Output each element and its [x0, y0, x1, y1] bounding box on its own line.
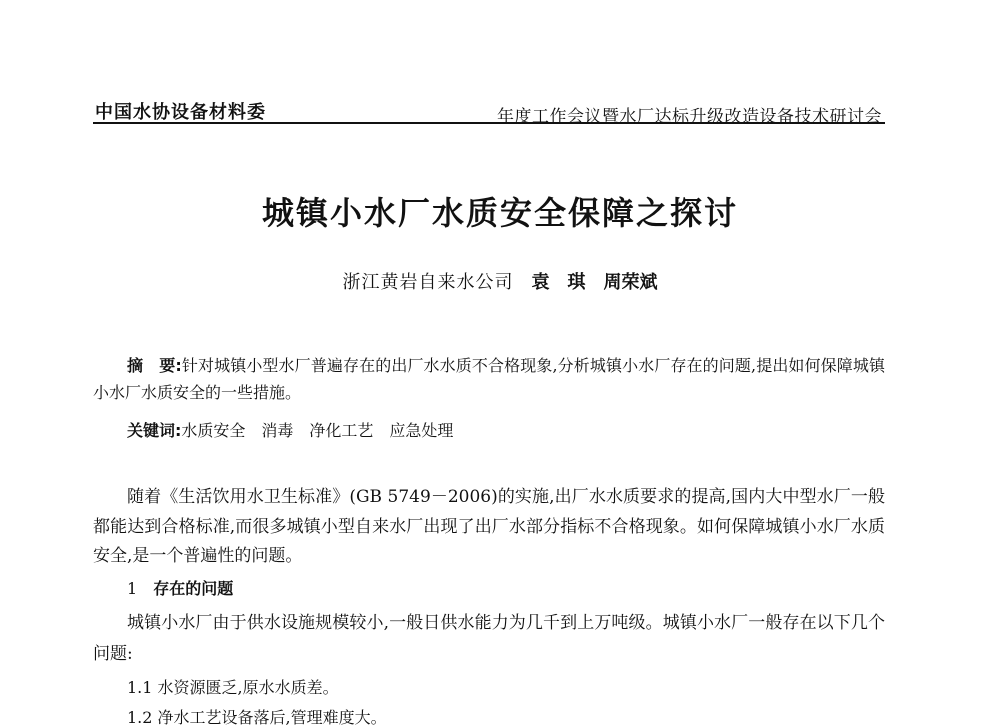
body-paragraph-problems: 城镇小水厂由于供水设施规模较小,一般日供水能力为几千到上万吨级。城镇小水厂一般存在以下几个问题: — [93, 613, 885, 664]
keywords — [127, 418, 453, 441]
list-item: 1.1 水资源匮乏,原水水质差。 — [127, 678, 339, 697]
abstract — [93, 352, 885, 406]
running-header-right: 年度工作会议暨水厂达标升级改造设备技术研讨会 — [497, 107, 882, 127]
paper-title: 城镇小水厂水质安全保障之探讨 — [261, 194, 738, 232]
section-title: 存在的问题 — [153, 579, 234, 598]
keywords-label: 关键词: — [127, 421, 182, 440]
section-number: 1 — [127, 579, 138, 598]
abstract-text: 针对城镇小型水厂普遍存在的出厂水水质不合格现象,分析城镇小水厂存在的问题,提出如何保障城镇小水厂水质安全的一些措施。 — [93, 356, 885, 402]
header-rule — [93, 122, 885, 124]
body-paragraph-intro: 随着《生活饮用水卫生标准》(GB 5749－2006)的实施,出厂水水质要求的提高,国内大中型水厂一般都能达到合格标准,而很多城镇小型自来水厂出现了出厂水部分指标不合格现象。如何保障城镇小水厂水质安全,是一个普遍性的问题。 — [93, 487, 885, 566]
list-item: 1.2 净水工艺设备落后,管理难度大。 — [127, 708, 387, 727]
keywords-text: 水质安全 消毒 净化工艺 应急处理 — [181, 421, 454, 440]
byline — [0, 268, 1000, 294]
author-organization: 浙江黄岩自来水公司 — [342, 272, 514, 293]
abstract-label: 摘 要: — [127, 356, 182, 375]
section-heading — [127, 576, 233, 599]
author-names: 袁 琪 周荣斌 — [531, 272, 658, 293]
running-header-left: 中国水协设备材料委 — [95, 102, 266, 123]
